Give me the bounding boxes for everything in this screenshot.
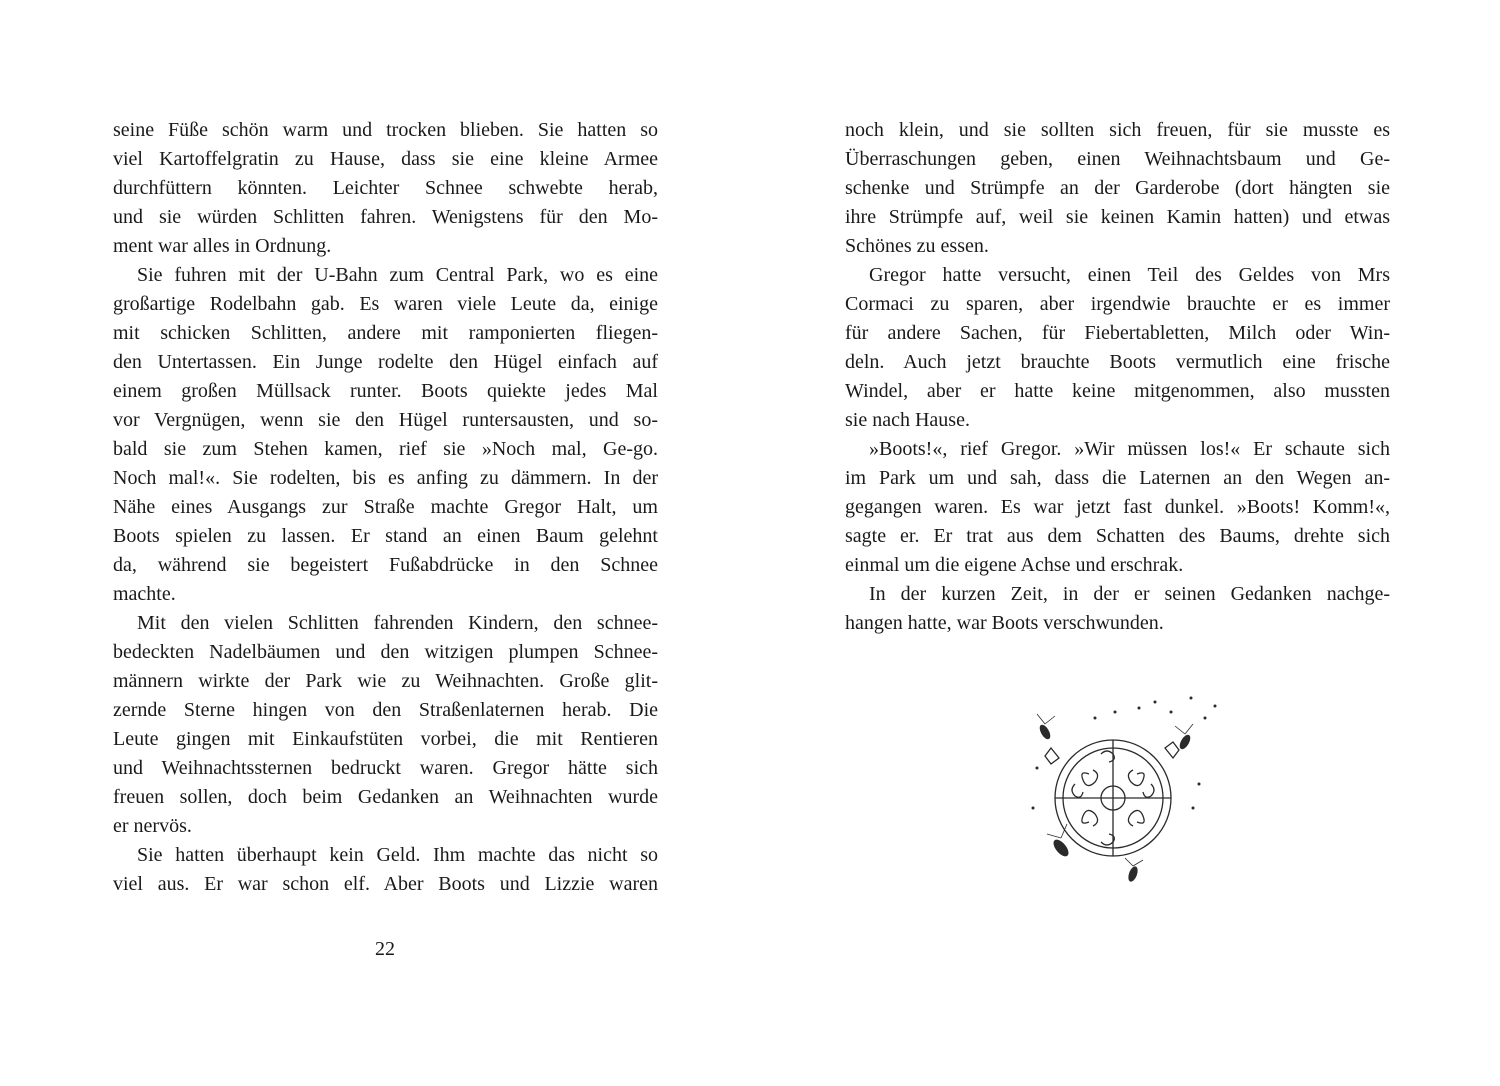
text-line: da, während sie begeistert Fußabdrücke in den Schnee bbox=[113, 554, 658, 576]
text-line: im Park um und sah, dass die Laternen an den Wegen an- bbox=[845, 467, 1390, 489]
text-line: einem großen Müllsack runter. Boots quiekte jedes Mal bbox=[113, 380, 658, 402]
text-line: Sie hatten überhaupt kein Geld. Ihm machte das nicht so bbox=[137, 844, 658, 866]
text-line: bedeckten Nadelbäumen und den witzigen plumpen Schnee- bbox=[113, 641, 658, 663]
text-line: noch klein, und sie sollten sich freuen, für sie musste es bbox=[845, 119, 1390, 141]
text-line: und sie würden Schlitten fahren. Wenigstens für den Mo- bbox=[113, 206, 658, 228]
text-line: er nervös. bbox=[113, 815, 192, 837]
text-line: Boots spielen zu lassen. Er stand an einen Baum gelehnt bbox=[113, 525, 658, 547]
text-line: Windel, aber er hatte keine mitgenommen, also mussten bbox=[845, 380, 1390, 402]
text-line: hangen hatte, war Boots verschwunden. bbox=[845, 612, 1164, 634]
text-line: durchfüttern könnten. Leichter Schnee schwebte herab, bbox=[113, 177, 658, 199]
text-line: Nähe eines Ausgangs zur Straße machte Gregor Halt, um bbox=[113, 496, 658, 518]
text-line: deln. Auch jetzt brauchte Boots vermutlich eine frische bbox=[845, 351, 1390, 373]
text-line: seine Füße schön warm und trocken blieben. Sie hatten so bbox=[113, 119, 658, 141]
text-line: den Untertassen. Ein Junge rodelte den Hügel einfach auf bbox=[113, 351, 658, 373]
text-line: Sie fuhren mit der U-Bahn zum Central Park, wo es eine bbox=[137, 264, 658, 286]
text-line: viel Kartoffelgratin zu Hause, dass sie eine kleine Armee bbox=[113, 148, 658, 170]
text-line: viel aus. Er war schon elf. Aber Boots und Lizzie waren bbox=[113, 873, 658, 895]
text-line: Leute gingen mit Einkaufstüten vorbei, die mit Rentieren bbox=[113, 728, 658, 750]
text-line: freuen sollen, doch beim Gedanken an Weihnachten wurde bbox=[113, 786, 658, 808]
grate-with-fireflies-icon bbox=[1015, 688, 1227, 898]
text-line: Schönes zu essen. bbox=[845, 235, 989, 257]
text-line: männern wirkte der Park wie zu Weihnachten. Große glit- bbox=[113, 670, 658, 692]
text-line: »Boots!«, rief Gregor. »Wir müssen los!« Er schaute sich bbox=[869, 438, 1390, 460]
text-line: einmal um die eigene Achse und erschrak. bbox=[845, 554, 1184, 576]
text-line: Cormaci zu sparen, aber irgendwie brauchte er es immer bbox=[845, 293, 1390, 315]
text-line: Noch mal!«. Sie rodelten, bis es anfing zu dämmern. In der bbox=[113, 467, 658, 489]
right-page bbox=[845, 116, 1390, 638]
text-line: gegangen waren. Es war jetzt fast dunkel. »Boots! Komm!«, bbox=[845, 496, 1390, 518]
text-line: sagte er. Er trat aus dem Schatten des Baums, drehte sich bbox=[845, 525, 1390, 547]
text-line: ihre Strümpfe auf, weil sie keinen Kamin hatten) und etwas bbox=[845, 206, 1390, 228]
text-line: ment war alles in Ordnung. bbox=[113, 235, 332, 257]
text-line: vor Vergnügen, wenn sie den Hügel runtersausten, und so- bbox=[113, 409, 658, 431]
text-line: für andere Sachen, für Fiebertabletten, Milch oder Win- bbox=[845, 322, 1390, 344]
text-line: machte. bbox=[113, 583, 176, 605]
text-line: zernde Sterne hingen von den Straßenlaternen herab. Die bbox=[113, 699, 658, 721]
text-line: mit schicken Schlitten, andere mit ramponierten fliegen- bbox=[113, 322, 658, 344]
text-line: sie nach Hause. bbox=[845, 409, 970, 431]
text-line: bald sie zum Stehen kamen, rief sie »Noch mal, Ge-go. bbox=[113, 438, 658, 460]
text-line: Mit den vielen Schlitten fahrenden Kindern, den schnee- bbox=[137, 612, 658, 634]
text-line: Überraschungen geben, einen Weihnachtsbaum und Ge- bbox=[845, 148, 1390, 170]
left-page bbox=[113, 116, 658, 899]
page-number: 22 bbox=[375, 938, 395, 960]
text-line: Gregor hatte versucht, einen Teil des Geldes von Mrs bbox=[869, 264, 1390, 286]
text-line: und Weihnachtssternen bedruckt waren. Gregor hätte sich bbox=[113, 757, 658, 779]
text-line: In der kurzen Zeit, in der er seinen Gedanken nachge- bbox=[869, 583, 1390, 605]
text-line: schenke und Strümpfe an der Garderobe (dort hängten sie bbox=[845, 177, 1390, 199]
text-line: großartige Rodelbahn gab. Es waren viele Leute da, einige bbox=[113, 293, 658, 315]
